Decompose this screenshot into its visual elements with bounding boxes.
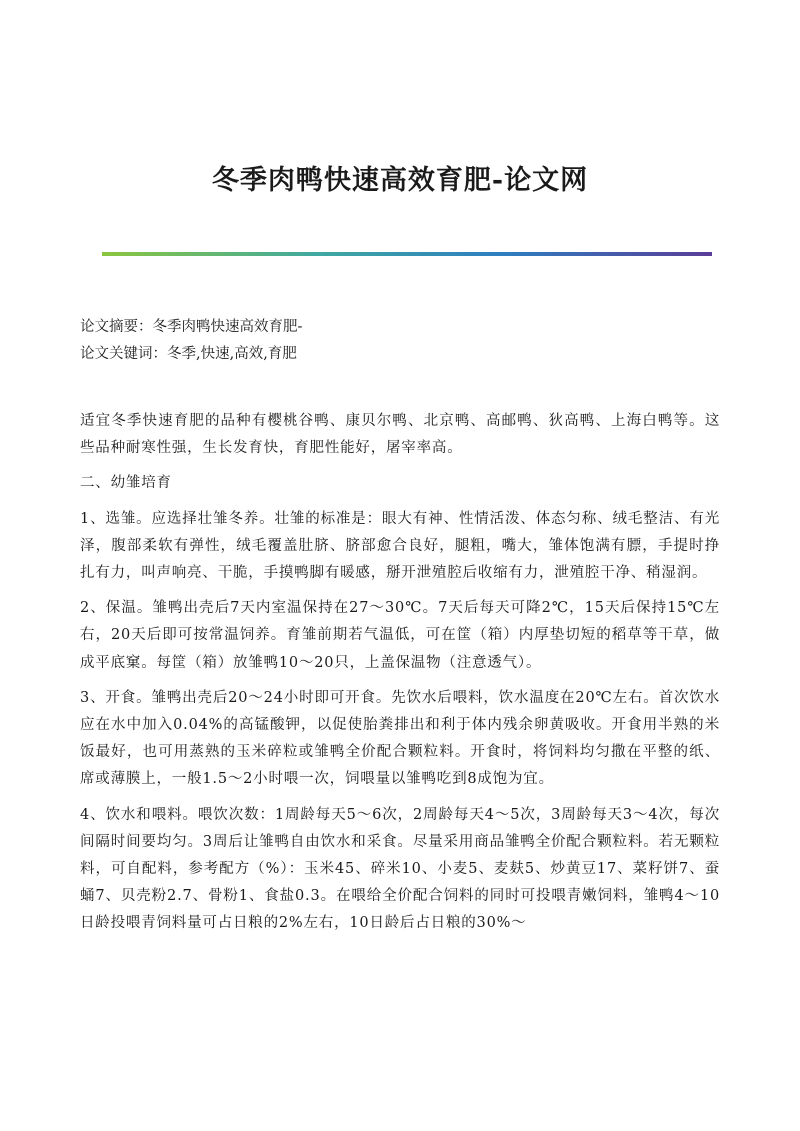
paragraph-water-and-feed: 4、饮水和喂料。喂饮次数：1周龄每天5～6次，2周龄每天4～5次，3周龄每天3～4次，每次间隔时间要均匀。3周后让雏鸭自由饮水和采食。尽量采用商品雏鸭全价配合颗粒料。若无颗粒料，可自配料，参考配方（%）：玉米45、碎米10、小麦5、麦麸5、炒黄豆17、菜籽饼7、蚕蛹7、贝壳粉2.7、骨粉1、食盐0.3。在喂给全价配合饲料的同时可投喂青嫩饲料，雏鸭4～10日龄投喂青饲料量可占日粮的2%左右，10日龄后占日粮的30%～ xyxy=(80,806,720,932)
section-heading: 二、幼雏培育 xyxy=(80,475,172,492)
paragraph-intro: 适宜冬季快速育肥的品种有樱桃谷鸭、康贝尔鸭、北京鸭、高邮鸭、狄高鸭、上海白鸭等。这些品种耐寒性强，生长发育快，育肥性能好，屠宰率高。 xyxy=(80,413,720,457)
document-meta xyxy=(80,314,720,368)
abstract-line: 论文摘要：冬季肉鸭快速高效育肥- xyxy=(80,319,303,335)
document-title: 冬季肉鸭快速高效育肥-论文网 xyxy=(211,165,589,196)
title-divider xyxy=(102,252,712,256)
keywords-line: 论文关键词：冬季,快速,高效,育肥 xyxy=(80,346,297,362)
paragraph-warmth: 2、保温。雏鸭出壳后7天内室温保持在27～30℃。7天后每天可降2℃，15天后保持15℃左右，20天后即可按常温饲养。育雏前期若气温低，可在筐（箱）内厚垫切短的稻草等干草，做成平底窠。每筐（箱）放雏鸭10～20只，上盖保温物（注意透气）。 xyxy=(80,600,720,671)
document-body xyxy=(80,408,720,946)
paragraph-select-chicks: 1、选雏。应选择壮雏冬养。壮雏的标准是：眼大有神、性情活泼、体态匀称、绒毛整洁、有光泽，腹部柔软有弹性，绒毛覆盖肚脐、脐部愈合良好，腿粗，嘴大，雏体饱满有膘，手提时挣扎有力，叫声响亮、干脆，手摸鸭脚有暖感，掰开泄殖腔后收缩有力，泄殖腔干净、稍湿润。 xyxy=(80,510,720,582)
paragraph-start-feeding: 3、开食。雏鸭出壳后20～24小时即可开食。先饮水后喂料，饮水温度在20℃左右。首次饮水应在水中加入0.04%的高锰酸钾，以促使胎粪排出和利于体内残余卵黄吸收。开食用半熟的米饭最好，也可用蒸熟的玉米碎粒或雏鸭全价配合颗粒料。开食时，将饲料均匀撒在平整的纸、席或薄膜上，一般1.5～2小时喂一次，饲喂量以雏鸭吃到8成饱为宜。 xyxy=(80,689,720,788)
